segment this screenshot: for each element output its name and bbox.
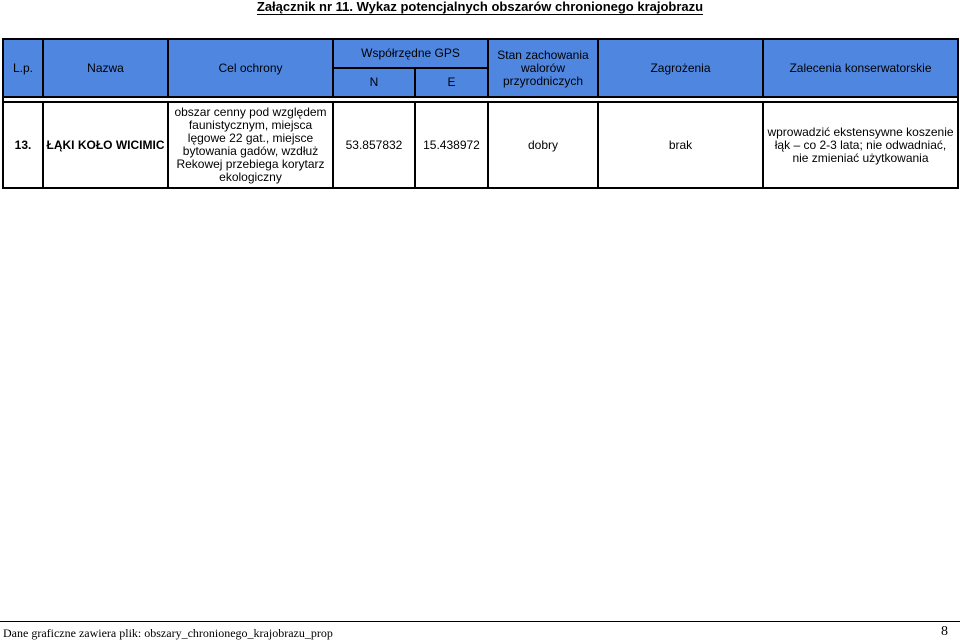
header-lp: L.p. [3,39,43,97]
cell-cel-ochrony: obszar cenny pod względem faunistycznym, miejsca lęgowe 22 gat., miejsce bytowania gadów, wzdłuż Rekowej przebiega korytarz ekologiczny [168,102,333,188]
header-zagrozenia: Zagrożenia [598,39,763,97]
footer-text: Dane graficzne zawiera plik: obszary_chronionego_krajobrazu_prop [3,626,333,640]
page-footer [0,621,960,642]
protected-areas-table [2,38,959,189]
cell-zagrozenia: brak [598,102,763,188]
cell-lp: 13. [3,102,43,188]
table-row [3,102,958,188]
page-number: 8 [941,624,948,639]
cell-zalecenia: wprowadzić ekstensywne koszenie łąk – co 2-3 lata; nie odwadniać, nie zmieniać użytkowania [763,102,958,188]
cell-gps-e: 15.438972 [415,102,488,188]
header-gps-e: E [415,68,488,97]
cell-gps-n: 53.857832 [333,102,415,188]
page-title: Załącznik nr 11. Wykaz potencjalnych obszarów chronionego krajobrazu [256,0,704,14]
header-gps: Współrzędne GPS [333,39,488,68]
header-zalecenia: Zalecenia konserwatorskie [763,39,958,97]
cell-nazwa: ŁĄKI KOŁO WICIMIC [43,102,168,188]
header-gps-n: N [333,68,415,97]
header-nazwa: Nazwa [43,39,168,97]
header-stan-zachowania: Stan zachowania walorów przyrodniczych [488,39,598,97]
header-cel-ochrony: Cel ochrony [168,39,333,97]
cell-stan: dobry [488,102,598,188]
